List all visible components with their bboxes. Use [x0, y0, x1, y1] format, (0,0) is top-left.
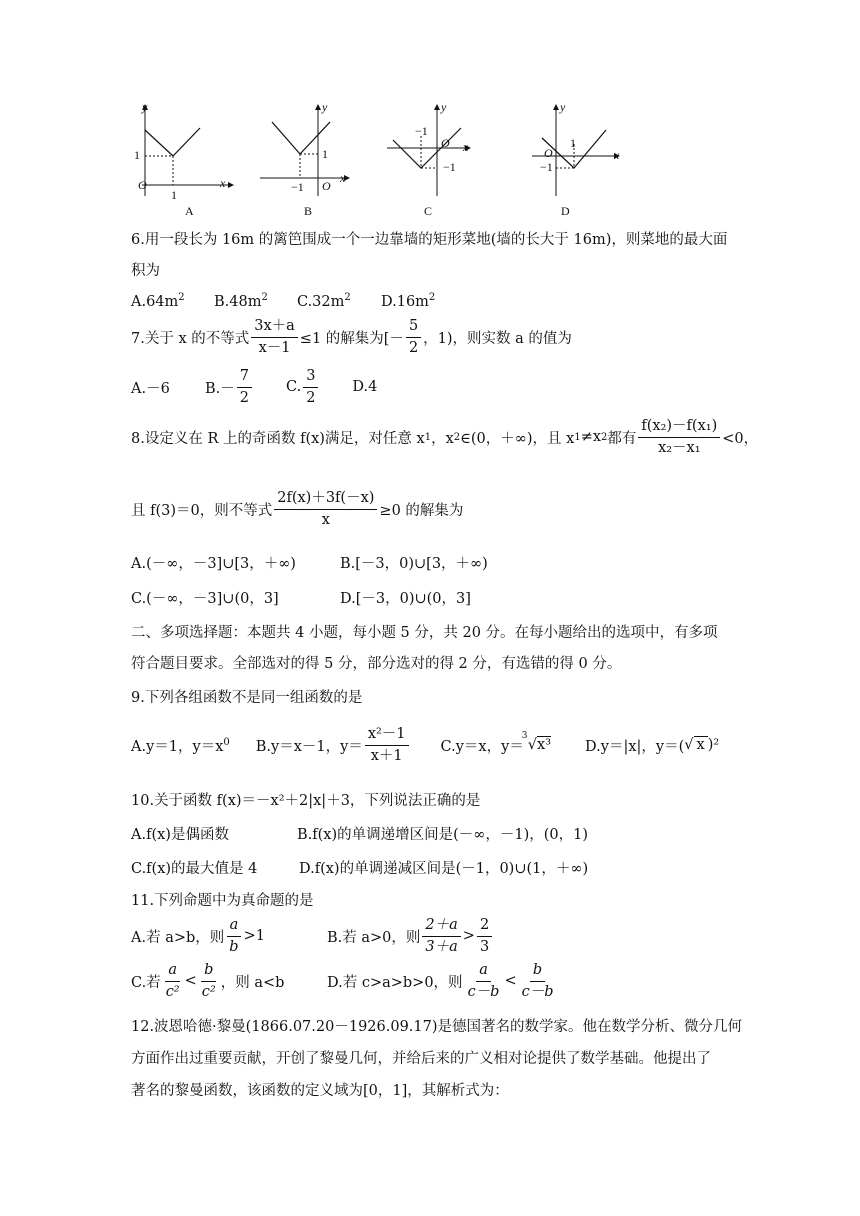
q8-frac-den: x₂－x₁ — [658, 439, 701, 456]
q9-option-d-radicand: x — [694, 736, 708, 753]
q6-line1: 6.用一段长为 16m 的篱笆围成一个一边靠墙的矩形菜地(墙的长大于 16m)，则菜地的最大面 — [131, 232, 728, 248]
q11-option-a-num: a — [227, 917, 242, 937]
q6-option-c-sup: 2 — [344, 292, 351, 303]
q11-option-c-num1: a — [165, 962, 180, 982]
q7-frac-num: 3x＋a — [251, 318, 298, 338]
q9-stem: 9.下列各组函数不是同一组函数的是 — [131, 690, 363, 706]
q6-option-b-text: B.48m — [214, 293, 262, 310]
q9-option-b-den: x＋1 — [370, 747, 403, 764]
graph-a-tick-y: 1 — [134, 148, 140, 162]
q6-option-a-sup: 2 — [178, 292, 185, 303]
q6-option-d — [381, 292, 435, 310]
graph-a-origin: O — [138, 178, 147, 192]
q11-option-c-frac1 — [163, 962, 183, 1000]
q11-option-b-num2: 2 — [477, 917, 492, 937]
q9-option-a-sup: 0 — [223, 736, 230, 748]
q11-option-a — [131, 917, 265, 955]
q9-option-b-num: x²－1 — [365, 726, 409, 746]
q11-stem: 11.下列命题中为真命题的是 — [131, 893, 314, 909]
q11-option-a-prefix: A.若 a>b，则 — [131, 929, 225, 946]
q8-fraction — [638, 418, 720, 456]
q7-option-b-prefix: B.－ — [205, 380, 235, 397]
q10-option-c: C.f(x)的最大值是 4 — [131, 861, 258, 877]
q8-option-d: D.[－3，0)∪(0，3] — [340, 591, 471, 607]
q8-frac2-num: 2f(x)＋3f(－x) — [274, 490, 377, 510]
section2-line1: 二、多项选择题：本题共 4 小题，每小题 5 分，共 20 分。在每小题给出的选项中，有多项 — [131, 625, 718, 641]
q7-options — [131, 368, 377, 406]
q8-fraction2 — [274, 490, 377, 528]
q11-option-b — [327, 917, 494, 955]
graph-c-caption: C — [424, 204, 433, 218]
q11-option-c-den1: c² — [165, 983, 180, 1000]
q6-option-b-sup: 2 — [261, 292, 268, 303]
q9-option-d-root: √ x — [684, 737, 707, 753]
q7-stem — [131, 318, 572, 356]
q7-option-b-frac — [237, 368, 252, 406]
graph-c-y-label: y — [441, 100, 447, 114]
q11-option-d-prefix: D.若 c>a>b>0，则 — [327, 974, 463, 991]
q9-option-c-radicand: x³ — [537, 737, 552, 754]
q7-option-a: A.－6 — [131, 380, 170, 397]
q11-option-d-frac1 — [465, 962, 503, 1000]
q11-option-d-den1: c－b — [467, 983, 500, 1000]
q8-mid3: ≠x — [580, 429, 602, 446]
q8-option-c: C.(－∞，－3]∪(0，3] — [131, 591, 279, 607]
q6-option-a — [131, 292, 185, 310]
q11-option-d-num2: b — [530, 962, 545, 982]
graph-b-tick-x: −1 — [291, 180, 304, 194]
q10-option-b: B.f(x)的单调递增区间是(－∞，－1)，(0，1) — [297, 827, 589, 843]
graph-a-tick-x: 1 — [171, 188, 177, 202]
q7-frac2-den: 2 — [408, 339, 419, 356]
graph-b-origin: O — [322, 179, 331, 193]
q11-option-b-num: 2＋a — [422, 917, 460, 937]
q7-fraction2 — [406, 318, 421, 356]
graph-d-tick-x: 1 — [570, 136, 576, 150]
q9-option-d-suffix: )² — [707, 737, 720, 754]
q7-fraction — [251, 318, 298, 356]
q6-line2: 积为 — [131, 263, 160, 279]
q8-sub1: 1 — [424, 431, 432, 443]
q8-line2-prefix: 且 f(3)＝0，则不等式 — [131, 502, 273, 519]
q7-option-b-den: 2 — [239, 389, 249, 406]
q11-option-d-den2: c－b — [521, 983, 554, 1000]
q8-option-b: B.[－3，0)∪[3，＋∞) — [340, 556, 488, 572]
graph-a-y-label: y — [142, 100, 148, 114]
q9-option-d-prefix: D.y＝|x|，y＝( — [585, 738, 685, 755]
q9-option-c-prefix: C.y＝x，y＝ — [440, 738, 524, 755]
q6-option-c-text: C.32m — [297, 293, 345, 310]
q7-suffix: ，1)，则实数 a 的值为 — [423, 330, 572, 347]
q12-line3: 著名的黎曼函数，该函数的定义域为[0，1]，其解析式为： — [131, 1083, 509, 1099]
q6-option-d-text: D.16m — [381, 293, 429, 310]
q11-option-d — [327, 962, 559, 1000]
q8-mid1: ，x — [431, 430, 454, 447]
q8-sub2b: 2 — [601, 431, 608, 443]
graph-c-origin: O — [441, 136, 450, 150]
graph-c-x-label: x — [463, 140, 469, 154]
q11-option-d-frac2 — [519, 962, 557, 1000]
graph-c-tick-y: −1 — [443, 160, 456, 174]
q7-frac2-num: 5 — [406, 318, 421, 338]
q7-option-c-frac — [303, 368, 318, 406]
q11-option-b-den: 3＋a — [425, 938, 458, 955]
q11-option-c — [131, 962, 284, 1000]
q10-option-d: D.f(x)的单调递减区间是(－1，0)∪(1，＋∞) — [299, 861, 589, 877]
graph-c-tick-x: −1 — [415, 124, 428, 138]
q11-option-d-num1: a — [476, 962, 491, 982]
q7-option-b-num: 7 — [237, 368, 252, 388]
q11-option-a-frac — [226, 917, 241, 955]
q9-option-a — [131, 735, 230, 756]
graph-d-origin: O — [544, 146, 553, 160]
graph-d-caption: D — [561, 204, 570, 218]
graph-d-y-label: y — [560, 100, 566, 114]
q8-option-a: A.(－∞，－3]∪[3，＋∞) — [131, 556, 296, 572]
q7-prefix: 7.关于 x 的不等式 — [131, 330, 250, 347]
q6-option-a-text: A.64m — [131, 293, 179, 310]
q9-option-c-root-index: 3 — [521, 731, 528, 742]
q11-option-b-frac2 — [477, 917, 492, 955]
q11-option-d-lt: < — [504, 973, 517, 990]
q8-sub2: 2 — [453, 431, 461, 443]
q8-line2 — [131, 490, 463, 528]
section2-line2: 符合题目要求。全部选对的得 5 分，部分选对的得 2 分，有选错的得 0 分。 — [131, 656, 622, 672]
q11-option-b-prefix: B.若 a>0，则 — [327, 929, 421, 946]
q8-stem — [131, 418, 758, 456]
q8-line2-suffix: ≥0 的解集为 — [379, 502, 464, 519]
q9-option-b-prefix: B.y＝x－1，y＝ — [255, 738, 363, 755]
q11-option-a-suffix: >1 — [243, 928, 265, 945]
graph-b-tick-y: 1 — [322, 147, 328, 161]
q10-option-a: A.f(x)是偶函数 — [131, 827, 229, 843]
graph-b-y-label: y — [322, 100, 328, 114]
q6-option-c — [297, 292, 351, 310]
graph-a-x-label: x — [220, 176, 226, 190]
q10-stem: 10.关于函数 f(x)＝－x²＋2|x|＋3，下列说法正确的是 — [131, 793, 481, 809]
q7-option-c-den: 2 — [306, 389, 316, 406]
q9-option-a-text: A.y＝1，y＝x — [131, 738, 224, 755]
graph-b — [258, 100, 358, 200]
q11-option-c-num2: b — [201, 962, 216, 982]
q9-options — [131, 726, 719, 764]
graph-d — [530, 100, 630, 200]
q11-option-a-den: b — [229, 938, 239, 955]
q11-option-c-lt: < — [184, 973, 197, 990]
q12-line1: 12.波恩哈德·黎曼(1866.07.20－1926.09.17)是德国著名的数学家。他在数学分析、微分几何 — [131, 1019, 743, 1035]
q7-option-c-prefix: C. — [286, 379, 302, 396]
q11-option-b-frac — [422, 917, 460, 955]
q6-option-d-sup: 2 — [428, 292, 436, 303]
graph-d-tick-y: −1 — [540, 160, 553, 174]
q7-middle: ≤1 的解集为[－ — [299, 330, 404, 347]
graph-d-x-label: x — [614, 148, 620, 162]
q11-option-c-frac2 — [199, 962, 219, 1000]
q8-frac2-den: x — [321, 511, 330, 528]
q8-mid4: 都有 — [607, 430, 637, 447]
q12-line2: 方面作出过重要贡献，开创了黎曼几何，并给后来的广义相对论提供了数学基础。他提出了 — [131, 1051, 711, 1067]
q8-prefix: 8.设定义在 R 上的奇函数 f(x)满足，对任意 x — [131, 430, 425, 447]
graph-b-caption: B — [304, 204, 313, 218]
q9-option-b-frac — [365, 726, 409, 764]
q8-suffix: <0， — [722, 430, 759, 447]
q11-option-c-den2: c² — [201, 983, 216, 1000]
q11-option-b-gt: > — [462, 928, 475, 945]
graph-c — [385, 100, 485, 200]
graph-b-x-label: x — [340, 171, 346, 185]
q8-sub1b: 1 — [574, 431, 581, 443]
graph-a — [130, 100, 230, 200]
q11-option-c-prefix: C.若 — [131, 974, 161, 991]
q8-frac-num: f(x₂)－f(x₁) — [638, 418, 720, 438]
q7-option-d: D.4 — [352, 379, 378, 396]
q11-option-b-den2: 3 — [479, 938, 490, 955]
q9-option-c-root: 3 √x³ — [521, 731, 552, 754]
q7-option-c-num: 3 — [303, 368, 318, 388]
q11-option-c-suffix: ，则 a<b — [220, 974, 285, 991]
q7-frac-den: x－1 — [258, 339, 291, 356]
q8-mid2: ∈(0，＋∞)，且 x — [460, 430, 575, 447]
q6-option-b — [214, 292, 268, 310]
graph-a-caption: A — [185, 204, 194, 218]
